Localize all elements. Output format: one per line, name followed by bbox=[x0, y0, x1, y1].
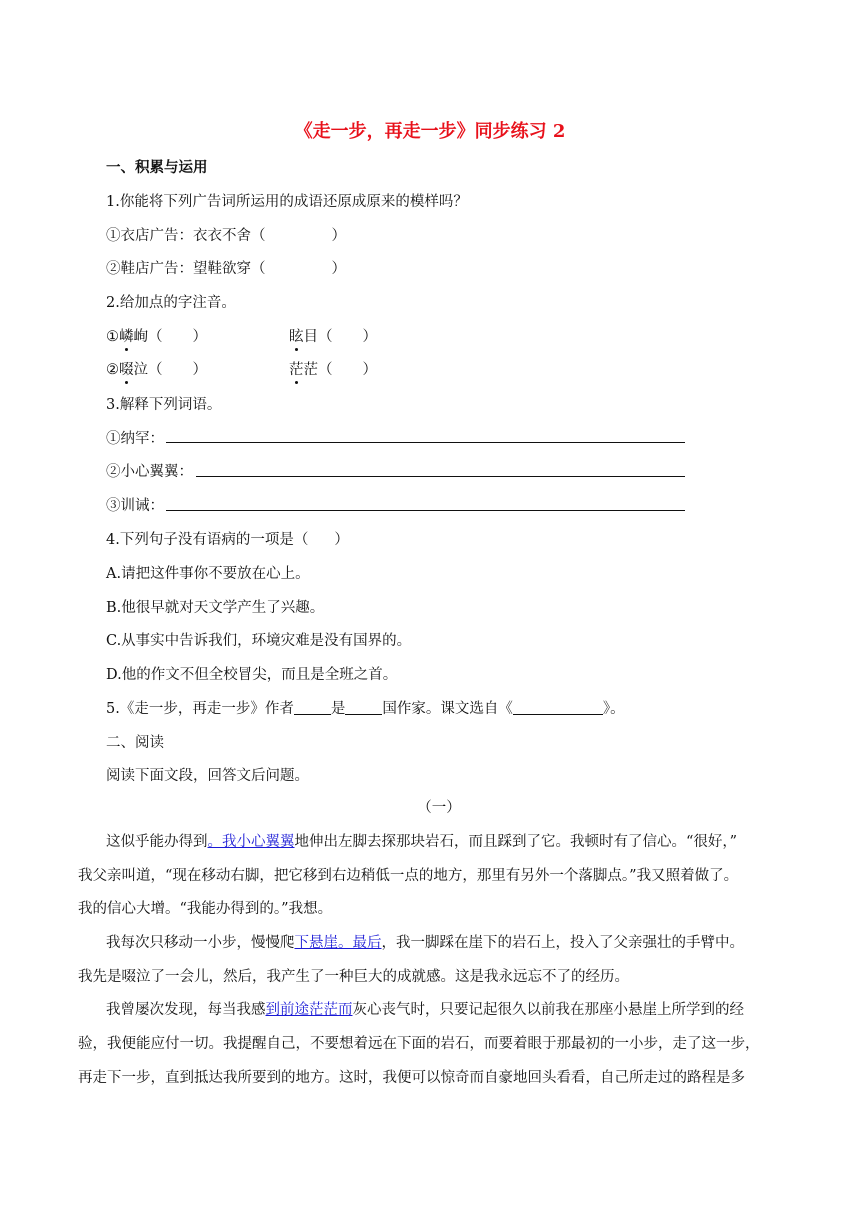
option-d: D.他的作文不但全校冒尖，而且是全班之首。 bbox=[106, 667, 398, 683]
reading-instruction: 阅读下面文段，回答文后问题。 bbox=[106, 768, 309, 784]
passage-line: 验，我便能应付一切。我提醒自己，不要想着远在下面的岩石，而要着眼于那最初的一小步，走了这一步， bbox=[78, 1036, 760, 1052]
phonetic-item: 茫茫（ ） bbox=[289, 362, 377, 378]
dotted-char: 啜 bbox=[119, 362, 134, 378]
dotted-char: 嶙 bbox=[119, 329, 134, 345]
passage-link[interactable]: 。我小心翼翼 bbox=[207, 834, 295, 850]
question-4-prompt: 4.下列句子没有语病的一项是（ ） bbox=[106, 532, 349, 548]
option-c: C.从事实中告诉我们，环境灾难是没有国界的。 bbox=[106, 633, 412, 649]
answer-blank[interactable] bbox=[513, 700, 603, 715]
definition-label: ③训诫： bbox=[106, 498, 164, 514]
definition-label: ①纳罕： bbox=[106, 431, 164, 447]
answer-line[interactable] bbox=[166, 442, 685, 443]
passage-line: 我每次只移动一小步，慢慢爬下悬崖。最后，我一脚踩在崖下的岩石上，投入了父亲强壮的手臂中。 bbox=[106, 935, 744, 951]
passage-line: 再走下一步，直到抵达我所要到的地方。这时，我便可以惊奇而自豪地回头看看，自己所走过的路程是多 bbox=[78, 1070, 745, 1086]
section-heading-accumulation: 一、积累与运用 bbox=[106, 159, 208, 176]
passage-line: 我先是啜泣了一会儿，然后，我产生了一种巨大的成就感。这是我永远忘不了的经历。 bbox=[78, 969, 629, 985]
page-title: 《走一步，再走一步》同步练习 2 bbox=[294, 121, 566, 142]
passage-line: 我父亲叫道，“现在移动右脚，把它移到右边稍低一点的地方，那里有另外一个落脚点。”我又照着做了。 bbox=[78, 868, 739, 884]
dotted-char: 茫 bbox=[289, 362, 304, 378]
question-2-prompt: 2.给加点的字注音。 bbox=[106, 295, 236, 311]
phonetic-item: 眩目（ ） bbox=[289, 329, 377, 345]
definition-label: ②小心翼翼： bbox=[106, 464, 193, 480]
phonetic-item: ①嶙峋（ ） bbox=[106, 329, 207, 345]
passage-link[interactable]: 下悬崖。最后 bbox=[294, 935, 382, 951]
question-3-prompt: 3.解释下列词语。 bbox=[106, 397, 222, 413]
answer-blank[interactable] bbox=[294, 700, 331, 715]
option-a: A.请把这件事你不要放在心上。 bbox=[106, 566, 310, 582]
dotted-char: 眩 bbox=[289, 329, 304, 345]
passage-heading: （一） bbox=[417, 800, 461, 816]
answer-line[interactable] bbox=[196, 476, 685, 477]
question-1-prompt: 1.你能将下列广告词所运用的成语还原成原来的模样吗？ bbox=[106, 194, 468, 210]
question-5: 5.《走一步，再走一步》作者 是 国作家。课文选自《 》。 bbox=[106, 701, 625, 717]
answer-blank[interactable] bbox=[345, 700, 382, 715]
section-heading-reading: 二、阅读 bbox=[106, 735, 164, 751]
option-b: B.他很早就对天文学产生了兴趣。 bbox=[106, 600, 325, 616]
answer-line[interactable] bbox=[166, 510, 685, 511]
passage-link[interactable]: 到前途茫茫而 bbox=[265, 1002, 353, 1018]
passage-line: 我的信心大增。“我能办得到的。”我想。 bbox=[78, 901, 333, 917]
question-1-item-a: ①衣店广告：衣衣不舍（ ） bbox=[106, 228, 346, 244]
question-1-item-b: ②鞋店广告：望鞋欲穿（ ） bbox=[106, 261, 346, 277]
passage-line: 我曾屡次发现，每当我感到前途茫茫而灰心丧气时，只要记起很久以前我在那座小悬崖上所学到的经 bbox=[106, 1002, 744, 1018]
passage-line: 这似乎能办得到。我小心翼翼地伸出左脚去探那块岩石，而且踩到了它。我顿时有了信心。“很好，” bbox=[106, 834, 738, 850]
phonetic-item: ②啜泣（ ） bbox=[106, 362, 207, 378]
